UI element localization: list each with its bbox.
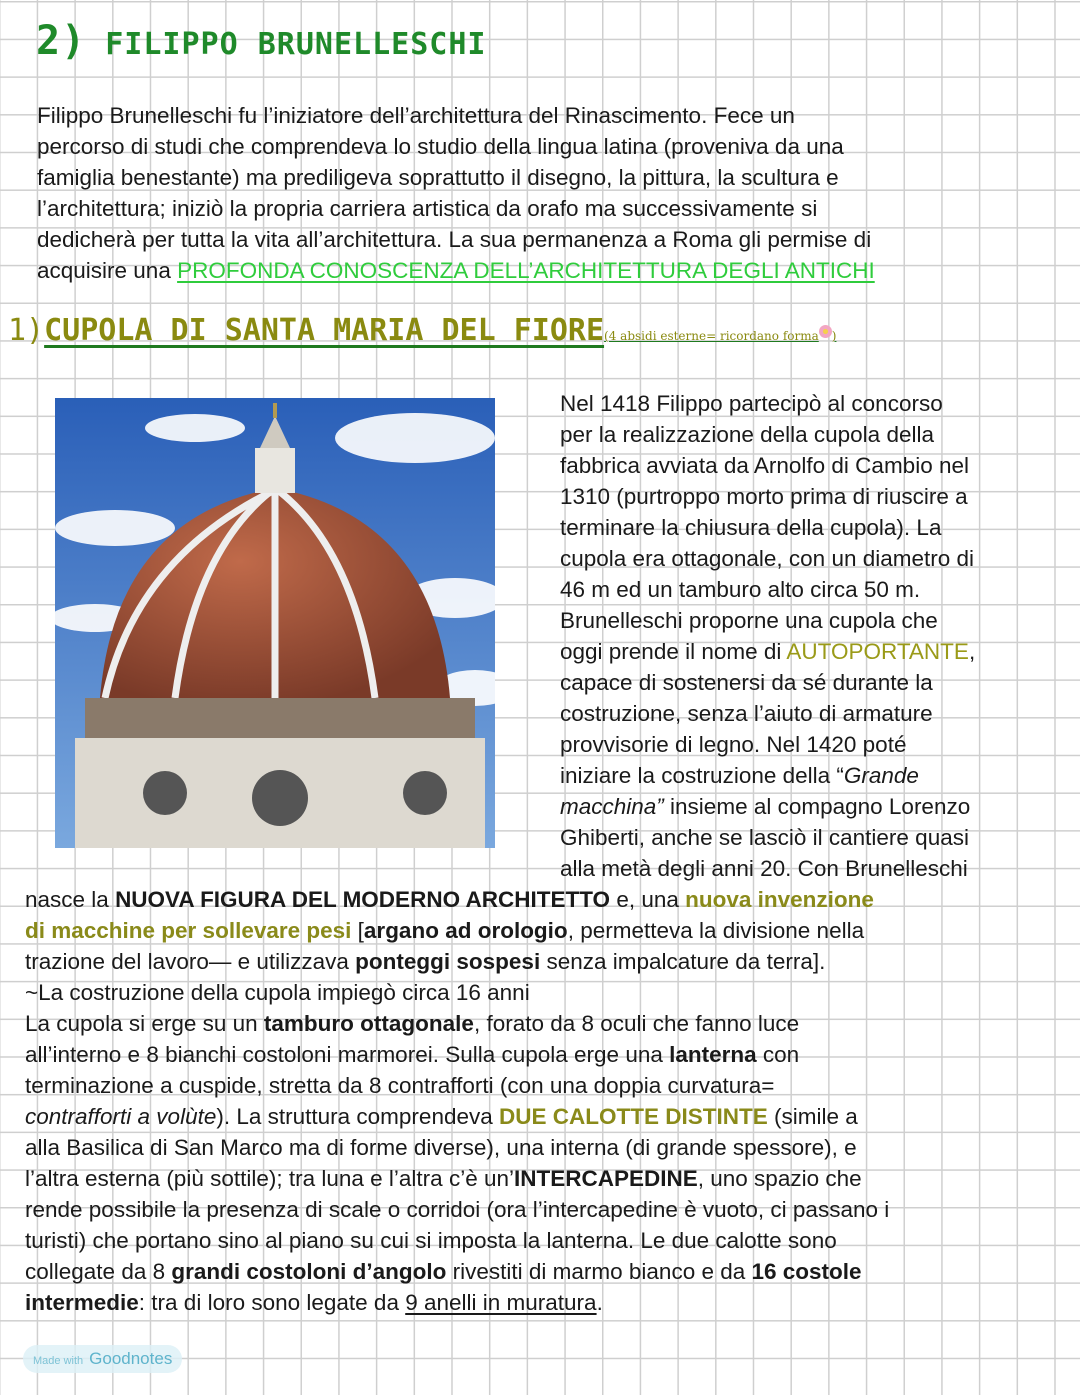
text-line (37, 224, 875, 255)
text-line (560, 388, 975, 419)
text-segment: terminare la chiusura della cupola). La (560, 515, 942, 540)
text-line (25, 884, 889, 915)
text-line (560, 419, 975, 450)
text-segment: collegate da 8 (25, 1259, 172, 1284)
badge-prefix: Made with (33, 1355, 84, 1367)
text-segment: senza impalcature da terra]. (540, 949, 826, 974)
text-segment: l’architettura; iniziò la propria carriera artistica da orafo ma successivamente si (37, 196, 818, 221)
text-segment: alla Basilica di San Marco ma di forme diverse), una interna (di grande spessore), e (25, 1135, 857, 1160)
text-segment: rivestiti di marmo bianco e da (446, 1259, 752, 1284)
text-line (37, 162, 875, 193)
text-segment: di macchine per sollevare pesi (25, 918, 352, 943)
text-line (37, 131, 875, 162)
text-segment: AUTOPORTANTE (786, 639, 969, 664)
dome-photo (55, 398, 495, 848)
text-line (25, 1070, 889, 1101)
text-segment: all’interno e 8 bianchi costoloni marmorei. Sulla cupola erge una (25, 1042, 670, 1067)
text-line (560, 543, 975, 574)
badge-brand: Goodnotes (89, 1349, 173, 1368)
text-segment: intermedie (25, 1290, 139, 1315)
text-segment: oggi prende il nome di (560, 639, 787, 664)
text-line (560, 791, 975, 822)
text-line (25, 1194, 889, 1225)
section-title: CUPOLA DI SANTA MARIA DEL FIORE (44, 313, 605, 348)
text-line (25, 1225, 889, 1256)
text-line (560, 605, 975, 636)
text-segment: Grande (843, 763, 919, 788)
text-segment: [ (351, 918, 364, 943)
text-line (37, 255, 875, 286)
text-line (37, 193, 875, 224)
text-segment: Brunelleschi proporne una cupola che (560, 608, 938, 633)
text-line (560, 636, 975, 667)
text-segment: lanterna (669, 1042, 757, 1067)
text-line (560, 760, 975, 791)
intro-paragraph (37, 100, 875, 286)
text-segment: trazione del lavoro— e utilizzava (25, 949, 356, 974)
text-segment: capace di sostenersi da sé durante la (560, 670, 933, 695)
text-line (560, 667, 975, 698)
text-segment: turisti) che portano sino al piano su cui si imposta la lanterna. Le due calotte sono (25, 1228, 837, 1253)
text-segment: famiglia benestante) ma prediligeva soprattutto il disegno, la pittura, la scultura e (37, 165, 839, 190)
text-line (25, 1101, 889, 1132)
text-segment: acquisire una (37, 258, 178, 283)
text-line (25, 977, 889, 1008)
section-heading (8, 313, 836, 348)
text-segment: ~La costruzione della cupola impiegò circa 16 anni (25, 980, 530, 1005)
text-line (560, 729, 975, 760)
text-line (560, 512, 975, 543)
text-segment: cupola era ottagonale, con un diametro di (560, 546, 975, 571)
bottom-text (25, 884, 889, 1318)
text-segment: , forato da 8 oculi che fanno luce (473, 1011, 800, 1036)
text-line (25, 1008, 889, 1039)
text-line (25, 946, 889, 977)
text-segment: per la realizzazione della cupola della (560, 422, 934, 447)
text-segment: argano ad orologio (363, 918, 568, 943)
text-segment: , permetteva la divisione nella (567, 918, 865, 943)
text-segment: macchina” (560, 794, 664, 819)
text-segment: , uno spazio che (697, 1166, 862, 1191)
section-note-end: ) (831, 329, 837, 343)
text-segment: ponteggi sospesi (355, 949, 541, 974)
text-segment: Ghiberti, anche se lasciò il cantiere quasi (560, 825, 969, 850)
text-segment: e, una (610, 887, 686, 912)
text-line (560, 574, 975, 605)
text-segment: , (968, 639, 976, 664)
text-line (25, 1256, 889, 1287)
title-text: FILIPPO BRUNELLESCHI (105, 27, 487, 62)
text-segment: DUE CALOTTE DISTINTE (499, 1104, 768, 1129)
text-segment: La cupola si erge su un (25, 1011, 264, 1036)
text-segment: rende possibile la presenza di scale o corridoi (ora l’intercapedine è vuoto, ci passano i (25, 1197, 890, 1222)
text-segment: dedicherà per tutta la vita all’architettura. La sua permanenza a Roma gli permise di (37, 227, 872, 252)
text-segment: percorso di studi che comprendeva lo studio della lingua latina (proveniva da una (37, 134, 844, 159)
text-line (25, 1132, 889, 1163)
text-segment: alla metà degli anni 20. Con Brunelleschi (560, 856, 968, 881)
section-number: 1) (8, 313, 45, 348)
text-segment: 9 anelli in muratura (405, 1290, 597, 1315)
text-segment: iniziare la costruzione della “ (560, 763, 844, 788)
text-line (25, 1287, 889, 1318)
text-segment: INTERCAPEDINE (513, 1166, 698, 1191)
text-segment: nuova invenzione (685, 887, 874, 912)
flower-icon (819, 325, 832, 338)
text-segment: ). La struttura comprendeva (216, 1104, 499, 1129)
text-line (560, 698, 975, 729)
text-segment: 1310 (purtroppo morto prima di riuscire a (560, 484, 968, 509)
text-segment: 16 costole (751, 1259, 862, 1284)
text-line (25, 1039, 889, 1070)
text-segment: fabbrica avviata da Arnolfo di Cambio nel (560, 453, 969, 478)
section-note: (4 absidi esterne= ricordano forma (604, 329, 819, 343)
text-segment: Filippo Brunelleschi fu l’iniziatore dell’architettura del Rinascimento. Fece un (37, 103, 795, 128)
text-line (25, 915, 889, 946)
text-line (560, 822, 975, 853)
text-line (25, 1163, 889, 1194)
text-segment: NUOVA FIGURA DEL MODERNO ARCHITETTO (115, 887, 611, 912)
text-segment: grandi costoloni d’angolo (171, 1259, 447, 1284)
text-segment: (simile a (767, 1104, 858, 1129)
text-segment: : tra di loro sono legate da (138, 1290, 406, 1315)
text-line (560, 450, 975, 481)
text-segment: . (596, 1290, 603, 1315)
text-segment: costruzione, senza l’aiuto di armature (560, 701, 933, 726)
text-segment: insieme al compagno Lorenzo (663, 794, 971, 819)
text-segment: Nel 1418 Filippo partecipò al concorso (560, 391, 943, 416)
text-segment: con (756, 1042, 800, 1067)
text-segment: tamburo ottagonale (263, 1011, 474, 1036)
text-segment: PROFONDA CONOSCENZA DELL’ARCHITETTURA DEGLI ANTICHI (177, 258, 875, 283)
right-column-text (560, 388, 975, 884)
goodnotes-badge (23, 1345, 182, 1373)
text-segment: l’altra esterna (più sottile); tra luna e l’altra c’è un’ (25, 1166, 514, 1191)
text-line (560, 481, 975, 512)
text-segment: 46 m ed un tamburo alto circa 50 m. (560, 577, 921, 602)
page-title (36, 18, 486, 64)
text-segment: contrafforti a volùte (25, 1104, 217, 1129)
text-segment: terminazione a cuspide, stretta da 8 contrafforti (con una doppia curvatura= (25, 1073, 775, 1098)
text-segment: provvisorie di legno. Nel 1420 poté (560, 732, 907, 757)
text-line (37, 100, 875, 131)
text-line (560, 853, 975, 884)
title-number: 2) (36, 18, 87, 64)
text-segment: nasce la (25, 887, 116, 912)
